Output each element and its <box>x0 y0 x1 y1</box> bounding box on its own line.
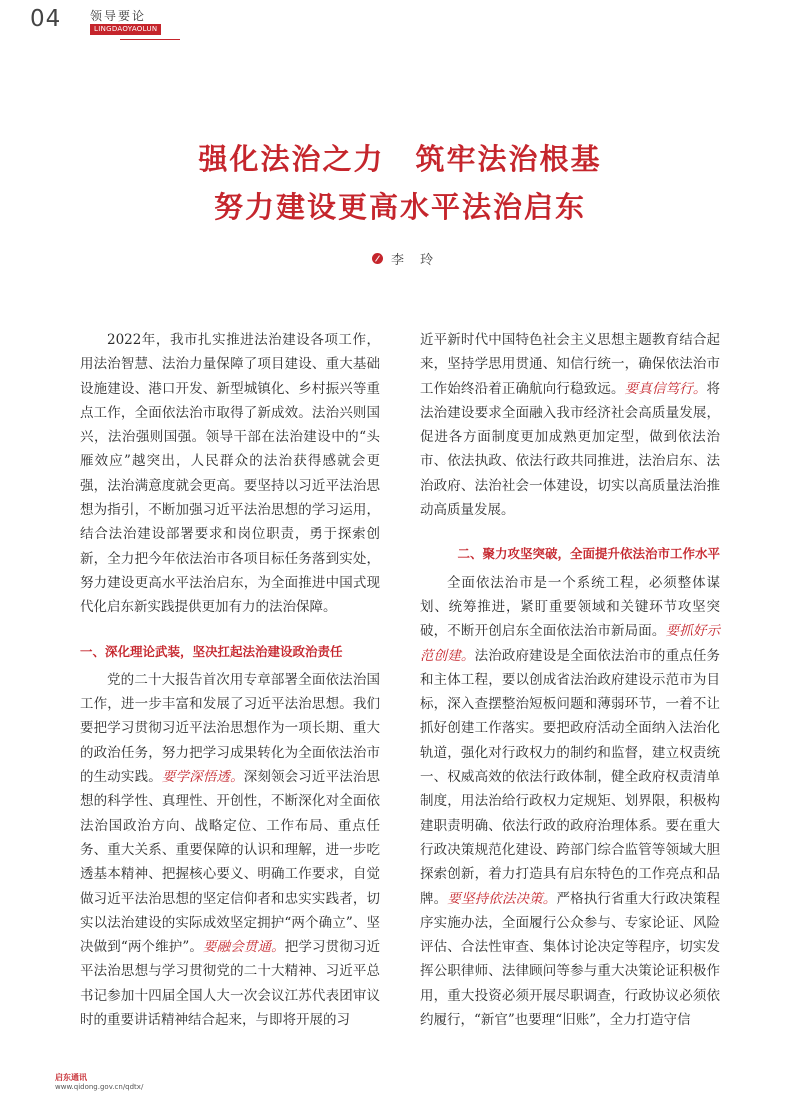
page-number: 04 <box>30 6 62 32</box>
emphasis: 要抓好示范创建。 <box>420 623 721 664</box>
text-run: 把学习贯彻习近平法治思想与学习贯彻党的二十大精神、习近平总书记参加十四届全国人大一次会议江苏代表团审议时的重要讲话精神结合起来，与即将开展的习 <box>80 939 380 1029</box>
left-column <box>80 328 380 1032</box>
section-heading-2: 二、聚力攻坚突破，全面提升依法治市工作水平 <box>457 546 720 562</box>
text-run: 将法治建设要求全面融入我市经济社会高质量发展，促进各方面制度更加成熟更加定型，做到依法治市、依法执政、依法行政共同推进，法治启东、法治政府、法治社会一体建设，切实以高质量法治推动高质量发展。 <box>420 380 721 519</box>
emphasis: 要学深悟透。 <box>161 769 244 786</box>
section-heading-1: 一、深化理论武装，坚决扛起法治建设政治责任 <box>80 643 343 659</box>
footer-brand: 启东通讯 <box>55 1073 87 1082</box>
text-run: 全面依法治市是一个系统工程，必须整体谋划、统筹推进，紧盯重要领域和关键环节攻坚突破，不断开创启东全面依法治市新局面。 <box>420 574 720 640</box>
emphasis: 要坚持依法决策。 <box>447 890 557 907</box>
section-name: 领导要论 <box>90 9 147 23</box>
section-pinyin-tag: LINGDAOYAOLUN <box>90 24 161 35</box>
text-run: 法治政府建设是全面依法治市的重点任务和主体工程，要以创成省法治政府建设示范市为目标，深入查摆整治短板问题和薄弱环节，一着不让抓好创建工作落实。要把政府活动全面纳入法治化轨道，强化对行政权力的制约和监督，建立权责统一、权威高效的依法行政体制，健全政府权责清单制度，用法治给行政权力定规矩、划界限，积极构建职责明确、依法行政的政府治理体系。要在重大行政决策规范化建设、跨部门综合监管等领域大胆探索创新，着力打造具有启东特色的工作亮点和品牌。 <box>420 647 721 907</box>
footer-url: www.qidong.gov.cn/qdtx/ <box>55 1083 144 1091</box>
text-run: 严格执行省重大行政决策程序实施办法，全面履行公众参与、专家论证、风险评估、合法性审查、集体讨论决定等程序，切实发挥公职律师、法律顾问等参与重大决策论证积极作用，重大投资必须开展尽职调查，行政协议必须依约履行，“新官”也要理“旧账”，全力打造守信 <box>420 890 721 1029</box>
header-rule <box>120 39 180 40</box>
article-title-line-1: 强化法治之力 筑牢法治根基 <box>198 142 602 176</box>
text-run: 深刻领会习近平法治思想的科学性、真理性、开创性，不断深化对全面依法治国政治方向、战略定位、工作布局、重点任务、重大关系、重要保障的认识和理解，进一步吃透基本精神、把握核心要义、明确工作要求，自觉做习近平法治思想的坚定信仰者和忠实实践者，切实以法治建设的实际成效坚定拥护“两个确立”、坚决做到“两个维护”。 <box>80 769 381 956</box>
article-title-line-2: 努力建设更高水平法治启东 <box>213 190 586 224</box>
emphasis: 要真信笃行。 <box>624 380 707 397</box>
pen-icon <box>372 253 383 264</box>
emphasis: 要融会贯通。 <box>203 939 285 956</box>
text-run: 近平新时代中国特色社会主义思想主题教育结合起来，坚持学思用贯通、知信行统一，确保依法治市工作始终沿着正确航向行稳致远。 <box>420 332 720 397</box>
paragraph <box>420 571 720 1033</box>
text-run: 党的二十大报告首次用专章部署全面依法治国工作，进一步丰富和发展了习近平法治思想。我们要把学习贯彻习近平法治思想作为一项长期、重大的政治任务，努力把学习成果转化为全面依法治市的生动实践。 <box>80 671 380 786</box>
paragraph: 2022年，我市扎实推进法治建设各项工作，用法治智慧、法治力量保障了项目建设、重大基础设施建设、港口开发、新型城镇化、乡村振兴等重点工作，全面依法治市取得了新成效。法治兴则国兴，法治强则国强。领导干部在法治建设中的“头雁效应”越突出，人民群众的法治获得感就会更强，法治满意度就会更高。要坚持以习近平法治思想为指引，不断加强习近平法治思想的学习运用，结合法治建设部署要求和岗位职责，勇于探索创新，全力把今年依法治市各项目标任务落到实处，努力建设更高水平法治启东，为全面推进中国式现代化启东新实践提供更加有力的法治保障。 <box>80 332 380 616</box>
right-column <box>420 328 720 1032</box>
paragraph <box>420 328 720 522</box>
paragraph <box>80 668 380 1032</box>
author-name: 李 玲 <box>391 253 440 268</box>
byline <box>372 249 439 268</box>
